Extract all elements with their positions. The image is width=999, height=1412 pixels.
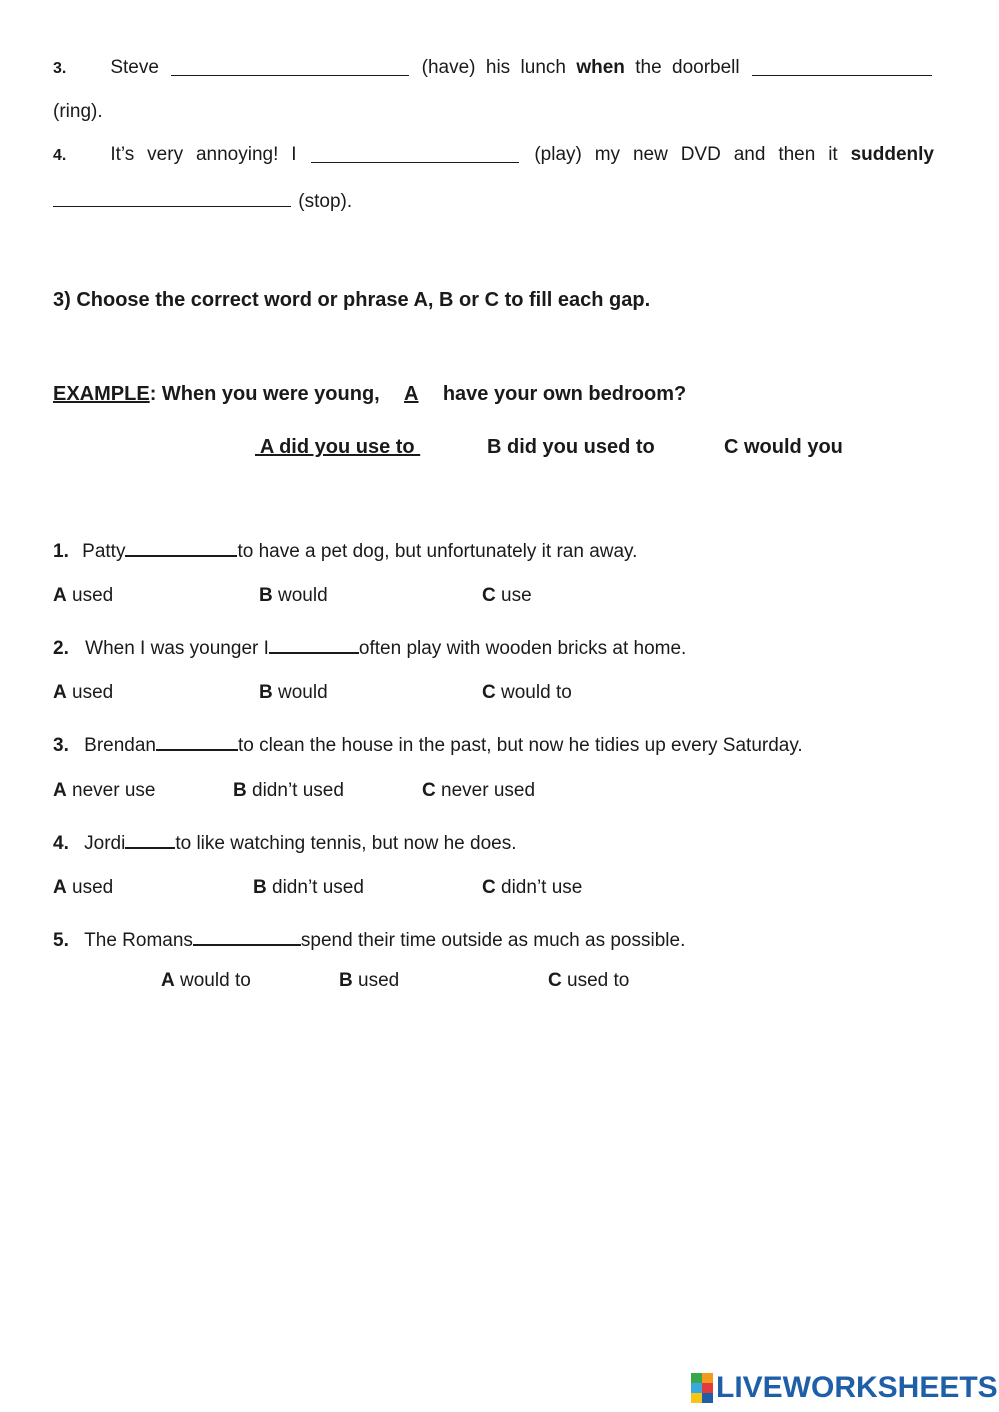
s2-q4-word-bold: suddenly xyxy=(850,144,934,165)
example-answer: A xyxy=(404,383,419,405)
example-option-a: A did you use to xyxy=(255,436,421,458)
q3-gap[interactable] xyxy=(156,731,238,751)
s2-q4-word: (play) xyxy=(534,144,582,165)
s2-q4-line1 xyxy=(53,144,934,166)
s2-q4-word: then xyxy=(778,144,816,165)
q5-option-c-text: used to xyxy=(567,970,630,991)
q1-option-a-letter: A xyxy=(53,585,67,606)
q3-number: 3. xyxy=(53,735,69,756)
example-before: When you were young, xyxy=(161,383,380,405)
s2-q4-word: I xyxy=(291,144,297,165)
q1-option-c-text: use xyxy=(501,585,532,606)
q4-option-c-text: didn’t use xyxy=(501,877,583,898)
s2-q4-continuation: (stop). xyxy=(298,191,353,212)
q5-option-a[interactable] xyxy=(161,970,251,992)
s2-q4-word: very xyxy=(147,144,184,165)
q1-gap[interactable] xyxy=(125,537,237,557)
s2-q3-continuation: (ring). xyxy=(53,101,103,122)
q2-option-c-text: would to xyxy=(501,682,572,703)
s2-q4-word: it xyxy=(828,144,838,165)
s2-q4-word: and xyxy=(733,144,766,165)
q4-line xyxy=(53,829,516,855)
q2-option-c[interactable] xyxy=(482,682,572,704)
q3-option-b-letter: B xyxy=(233,780,247,801)
q1-option-c-letter: C xyxy=(482,585,496,606)
example-line xyxy=(53,383,686,406)
q2-option-b[interactable] xyxy=(259,682,328,704)
q3-option-c-text: never used xyxy=(441,780,536,801)
s2-q4-word: DVD xyxy=(680,144,721,165)
s2-q3-word: (have) xyxy=(421,57,476,78)
liveworksheets-logo-icon xyxy=(691,1373,713,1403)
q3-option-a-letter: A xyxy=(53,780,67,801)
q5-option-b-letter: B xyxy=(339,970,353,991)
q5-text-after: spend their time outside as much as possible. xyxy=(300,930,686,951)
q3-option-c-letter: C xyxy=(422,780,436,801)
q5-text-before: The Romans xyxy=(84,930,193,951)
s2-q4-word: annoying! xyxy=(195,144,279,165)
s2-q4-gap-1[interactable] xyxy=(311,144,519,163)
q3-option-b-text: didn’t used xyxy=(252,780,344,801)
q1-number: 1. xyxy=(53,541,69,562)
q1-text-after: to have a pet dog, but unfortunately it ran away. xyxy=(237,541,638,562)
example-separator: : xyxy=(149,383,157,405)
q4-option-b-letter: B xyxy=(253,877,267,898)
s2-q3-word: his xyxy=(485,57,511,78)
q2-line xyxy=(53,634,686,660)
q5-option-c[interactable] xyxy=(548,970,629,992)
s2-q3-line2 xyxy=(53,101,103,123)
q3-option-c[interactable] xyxy=(422,780,535,802)
q5-option-b-text: used xyxy=(358,970,400,991)
q2-option-b-letter: B xyxy=(259,682,273,703)
q1-option-b-text: would xyxy=(278,585,328,606)
s2-q3-word: doorbell xyxy=(672,57,740,78)
q4-number: 4. xyxy=(53,833,69,854)
q3-option-a-text: never use xyxy=(72,780,156,801)
q4-option-c[interactable] xyxy=(482,877,582,899)
q5-option-c-letter: C xyxy=(548,970,562,991)
q2-option-b-text: would xyxy=(278,682,328,703)
q4-gap[interactable] xyxy=(125,829,175,849)
s2-q4-word: new xyxy=(632,144,668,165)
q4-text-after: to like watching tennis, but now he does. xyxy=(175,833,517,854)
q3-line xyxy=(53,731,803,757)
q3-text-after: to clean the house in the past, but now he tidies up every Saturday. xyxy=(237,735,803,756)
s2-q3-word-bold: when xyxy=(576,57,625,78)
q2-option-a-text: used xyxy=(72,682,114,703)
q2-option-a[interactable] xyxy=(53,682,113,704)
example-after: have your own bedroom? xyxy=(442,383,687,405)
liveworksheets-logo xyxy=(691,1371,998,1405)
q4-option-c-letter: C xyxy=(482,877,496,898)
s2-q3-word: Steve xyxy=(110,57,159,78)
q5-gap[interactable] xyxy=(193,926,301,946)
liveworksheets-logo-text: LIVEWORKSHEETS xyxy=(716,1371,998,1404)
s2-q4-word: my xyxy=(594,144,621,165)
s2-q4-number: 4. xyxy=(53,147,67,164)
q5-option-a-text: would to xyxy=(180,970,251,991)
q2-text-before: When I was younger I xyxy=(85,638,269,659)
q1-option-b[interactable] xyxy=(259,585,328,607)
s2-q4-word: It’s xyxy=(110,144,135,165)
q5-line xyxy=(53,926,685,952)
q4-text-before: Jordi xyxy=(84,833,126,854)
q4-option-b-text: didn’t used xyxy=(272,877,364,898)
section-3-heading: 3) Choose the correct word or phrase A, B or C to fill each gap. xyxy=(53,289,651,311)
q1-option-a-text: used xyxy=(72,585,114,606)
s2-q3-gap-1[interactable] xyxy=(171,57,409,76)
example-option-b: B did you used to xyxy=(487,436,655,458)
s2-q4-gap-2[interactable] xyxy=(53,188,291,207)
q5-number: 5. xyxy=(53,930,69,951)
q2-number: 2. xyxy=(53,638,69,659)
q4-option-b[interactable] xyxy=(253,877,364,899)
example-option-c: C would you xyxy=(724,436,843,458)
q2-option-a-letter: A xyxy=(53,682,67,703)
s2-q3-number: 3. xyxy=(53,60,67,77)
q4-option-a[interactable] xyxy=(53,877,113,899)
q4-option-a-text: used xyxy=(72,877,114,898)
q1-option-b-letter: B xyxy=(259,585,273,606)
q2-option-c-letter: C xyxy=(482,682,496,703)
s2-q4-line2 xyxy=(53,188,352,213)
q1-option-c[interactable] xyxy=(482,585,532,607)
q5-option-b[interactable] xyxy=(339,970,399,992)
q4-option-a-letter: A xyxy=(53,877,67,898)
s2-q3-gap-2[interactable] xyxy=(752,57,932,76)
q5-option-a-letter: A xyxy=(161,970,175,991)
q3-option-b[interactable] xyxy=(233,780,344,802)
s2-q3-line1 xyxy=(53,57,934,79)
q2-text-after: often play with wooden bricks at home. xyxy=(358,638,687,659)
s2-q3-word: the xyxy=(635,57,662,78)
q2-gap[interactable] xyxy=(269,634,359,654)
q1-line xyxy=(53,537,637,563)
q1-option-a[interactable] xyxy=(53,585,113,607)
s2-q3-word: lunch xyxy=(520,57,566,78)
q3-option-a[interactable] xyxy=(53,780,155,802)
q1-text-before: Patty xyxy=(82,541,126,562)
example-label: EXAMPLE xyxy=(53,383,150,405)
q3-text-before: Brendan xyxy=(84,735,156,756)
